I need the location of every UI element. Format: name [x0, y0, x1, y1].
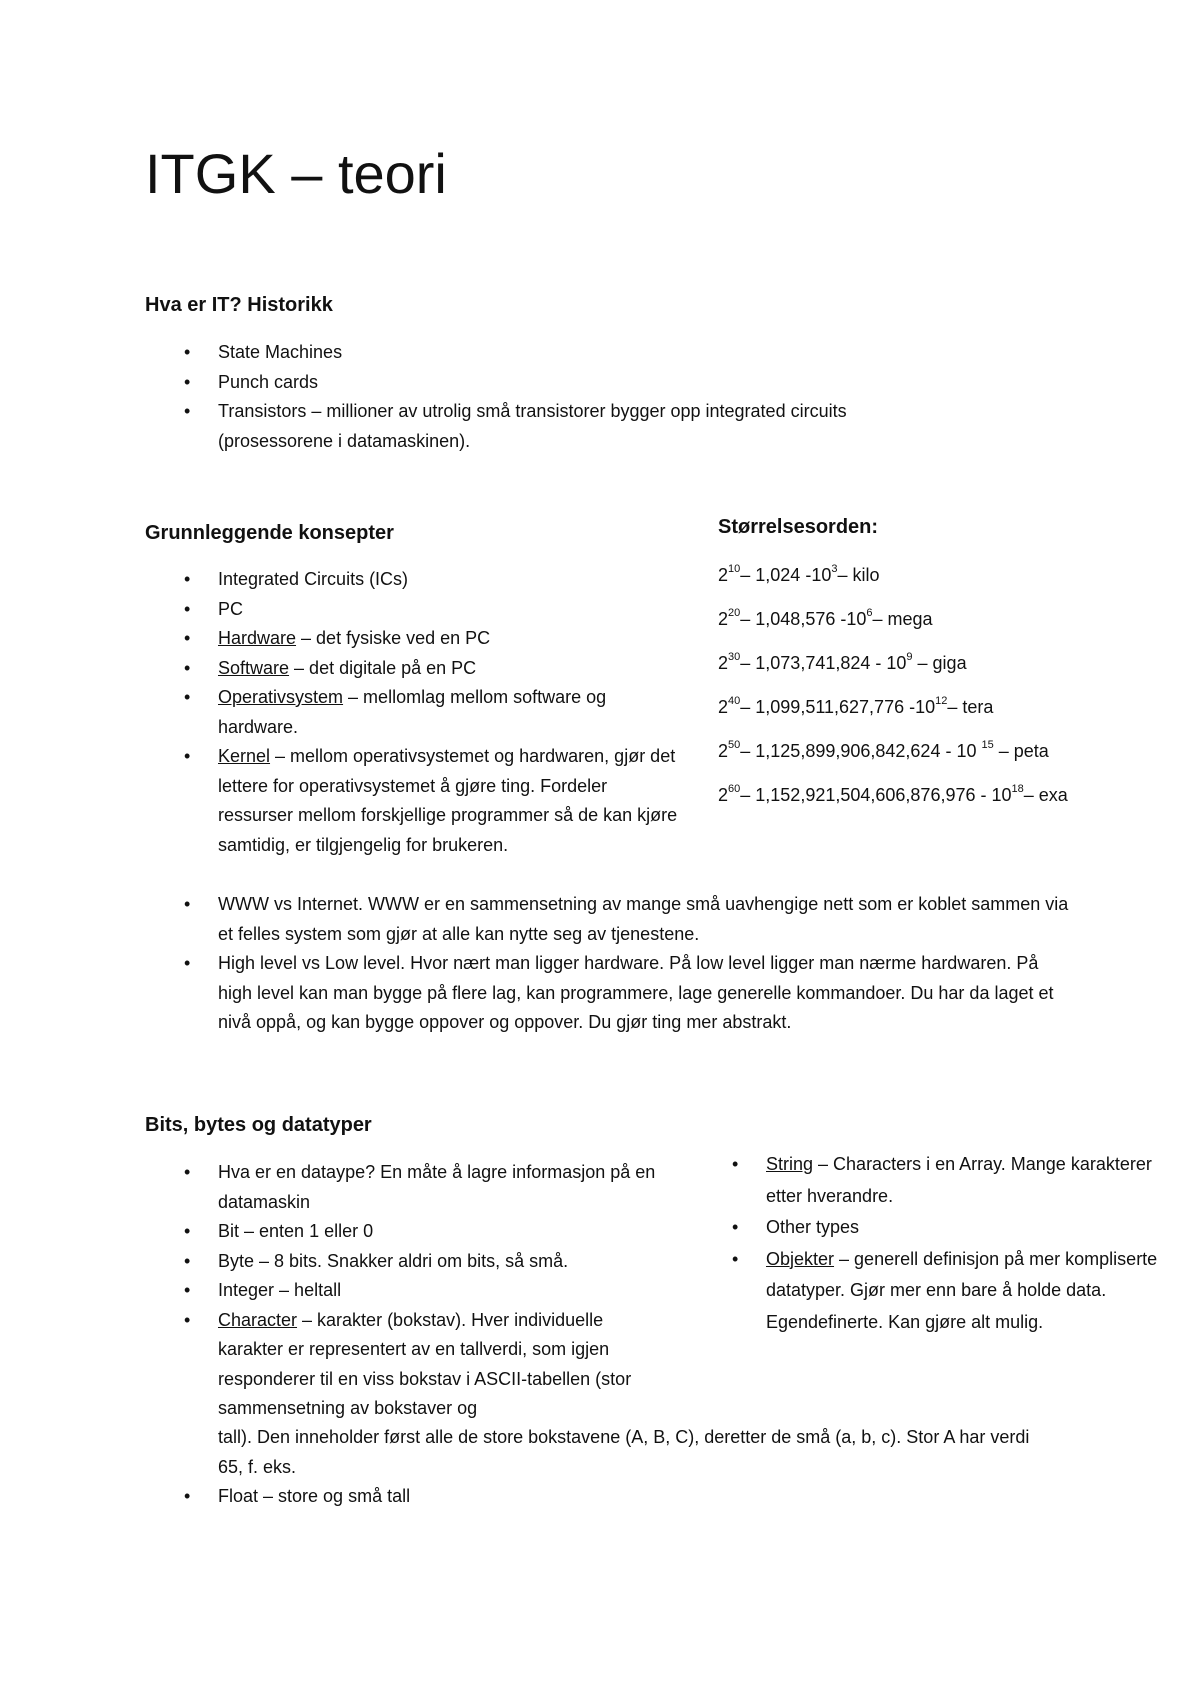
size-row: $2^{10}-$ 1,024 $-10^3-$ kilo: [718, 563, 880, 585]
list-item: • High level vs Low level. Hvor nært man ligger hardware. På low level ligger man nærme hardwaren. På high level kan man bygge på flere lag, kan programmere, lage generelle kommandoer. Du har da laget et nivå oppå, og kan bygge oppover og oppover. Du gjør ting mer abstrakt.: [145, 949, 1085, 1038]
page-title: ITGK – teori: [145, 142, 447, 205]
section-heading-bits: Bits, bytes og datatyper: [145, 1114, 372, 1136]
character-continuation: tall). Den inneholder først alle de store bokstavene (A, B, C), deretter de små (a, b, c). Stor A har verdi 65, f. eks.: [218, 1427, 1030, 1477]
list-item: • WWW vs Internet. WWW er en sammensetning av mange små uavhengige nett som er koblet sammen via et felles system som gjør at alle kan nytte seg av tjenestene.: [145, 890, 1085, 949]
size-row: $2^{50}-$ 1,125,899,906,842,624 - 10 $^{15}$ – peta: [718, 739, 1049, 761]
list-item: • Operativsystem – mellomlag mellom software og hardware.: [145, 683, 685, 742]
size-row: $2^{60}-$ $1,152,921,504,606,876,976 - 10^{18}-$ exa: [718, 783, 1068, 805]
list-item: • Hardware – det fysiske ved en PC: [145, 624, 685, 654]
historikk-list: [145, 338, 1045, 456]
sizes-heading: Størrelsesorden:: [718, 516, 879, 538]
datatyper-list-right: [693, 1149, 1163, 1338]
list-item: • String – Characters i en Array. Mange karakterer etter hverandre.: [693, 1149, 1163, 1212]
list-item: • Hva er en dataype? En måte å lagre informasjon på en datamaskin: [145, 1158, 665, 1217]
size-row: $2^{30}-$ $1,073,741,824 - 10^9$ – giga: [718, 651, 967, 673]
grunnleggende-list-full: [145, 890, 1085, 1038]
list-item: • Integer – heltall: [145, 1276, 665, 1306]
list-item: • Integrated Circuits (ICs): [145, 565, 685, 595]
list-item: • Software – det digitale på en PC: [145, 654, 685, 684]
size-row: $2^{40}-$ 1,099,511,627,776 $-10^{12}-$ tera: [718, 695, 994, 717]
list-item: • Transistors – millioner av utrolig små transistorer bygger opp integrated circuits (prosessorene i datamaskinen).: [145, 397, 1045, 456]
list-item: • Objekter – generell definisjon på mer kompliserte datatyper. Gjør mer enn bare å holde data. Egendefinerte. Kan gjøre alt mulig.: [693, 1244, 1163, 1339]
list-item: • Other types: [693, 1212, 1163, 1244]
size-row: $2^{20}-$ 1,048,576 $-10^6-$ mega: [718, 607, 933, 629]
list-item: • Kernel – mellom operativsystemet og hardwaren, gjør det lettere for operativsystemet å gjøre ting. Fordeler ressurser mellom forskjellige programmer så de kan kjøre samtidig, er tilgjengelig for brukeren.: [145, 742, 685, 860]
list-item: • Float – store og små tall: [145, 1482, 845, 1512]
list-item: • Byte – 8 bits. Snakker aldri om bits, så små.: [145, 1247, 665, 1277]
list-item: • Punch cards: [145, 368, 1045, 398]
section-heading-historikk: Hva er IT? Historikk: [145, 294, 333, 316]
list-item: • Character – karakter (bokstav). Hver individuelle karakter er representert av en tallverdi, som igjen responderer til en viss bokstav i ASCII-tabellen (stor sammensetning av bokstaver og: [145, 1306, 665, 1424]
datatyper-list-left: [145, 1158, 665, 1424]
section-heading-grunnleggende: Grunnleggende konsepter: [145, 522, 394, 544]
list-item: • PC: [145, 595, 685, 625]
list-item: • State Machines: [145, 338, 1045, 368]
sizes-table: [718, 553, 1068, 817]
grunnleggende-list: [145, 565, 685, 860]
datatyper-list-float: [145, 1482, 845, 1512]
list-item: • Bit – enten 1 eller 0: [145, 1217, 665, 1247]
